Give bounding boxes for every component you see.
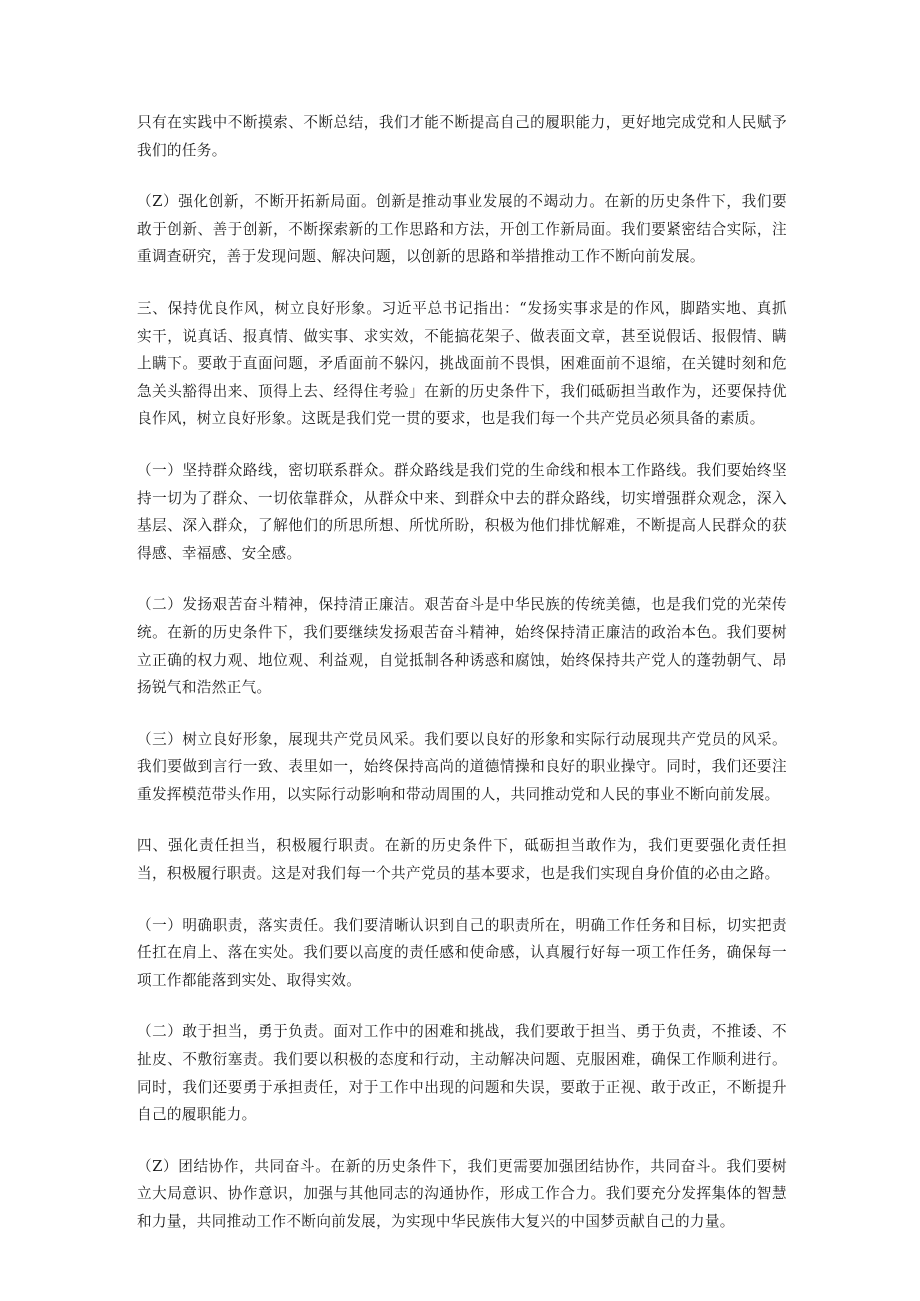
paragraph-7: 四、强化责任担当，积极履行职责。在新的历史条件下，砥砺担当敢作为，我们更要强化责任担当，积极履行职责。这是对我们每一个共产党员的基本要求，也是我们实现自身价值的必由之路。 [137,837,787,883]
paragraph-8: （一）明确职责，落实责任。我们要清晰认识到自己的职责所在，明确工作任务和目标，切实把责任扛在肩上、落在实处。我们要以高度的责任感和使命感，认真履行好每一项工作任务，确保每一项工作都能落到实处、取得实效。 [137,916,787,989]
paragraph-9: （二）敢于担当，勇于负责。面对工作中的困难和挑战，我们要敢于担当、勇于负责，不推诿、不扯皮、不敷衍塞责。我们要以积极的态度和行动，主动解决问题、克服困难，确保工作顺利进行。同时，我们还要勇于承担责任，对于工作中出现的问题和失误，要敢于正视、敢于改正，不断提升自己的履职能力。 [137,1023,787,1124]
paragraph-2: （Z）强化创新，不断开拓新局面。创新是推动事业发展的不竭动力。在新的历史条件下，我们要敢于创新、善于创新，不断探索新的工作思路和方法，开创工作新局面。我们要紧密结合实际，注重调查研究，善于发现问题、解决问题，以创新的思路和举措推动工作不断向前发展。 [137,193,787,266]
paragraph-4: （一）坚持群众路线，密切联系群众。群众路线是我们党的生命线和根本工作路线。我们要始终坚持一切为了群众、一切依靠群众，从群众中来、到群众中去的群众路线，切实增强群众观念，深入基层、深入群众，了解他们的所思所想、所忧所盼，积极为他们排忧解难，不断提高人民群众的获得感、幸福感、安全感。 [137,461,787,562]
paragraph-1: 只有在实践中不断摸索、不断总结，我们才能不断提高自己的履职能力，更好地完成党和人民赋予我们的任务。 [137,114,787,159]
paragraph-6: （三）树立良好形象，展现共产党员风采。我们要以良好的形象和实际行动展现共产党员的风采。我们要做到言行一致、表里如一，始终保持高尚的道德情操和良好的职业操守。同时，我们还要注重发挥模范带头作用，以实际行动影响和带动周围的人，共同推动党和人民的事业不断向前发展。 [137,730,787,803]
paragraph-10: （Z）团结协作，共同奋斗。在新的历史条件下，我们更需要加强团结协作，共同奋斗。我们要树立大局意识、协作意识，加强与其他同志的沟通协作，形成工作合力。我们要充分发挥集体的智慧和力量，共同推动工作不断向前发展，为实现中华民族伟大复兴的中国梦贡献自己的力量。 [137,1157,787,1230]
document-body [137,109,787,1236]
paragraph-5: （二）发扬艰苦奋斗精神，保持清正廉洁。艰苦奋斗是中华民族的传统美德，也是我们党的光荣传统。在新的历史条件下，我们要继续发扬艰苦奋斗精神，始终保持清正廉洁的政治本色。我们要树立正确的权力观、地位观、利益观，自觉抵制各种诱惑和腐蚀，始终保持共产党人的蓬勃朝气、昂扬锐气和浩然正气。 [137,596,787,697]
paragraph-3: 三、保持优良作风，树立良好形象。习近平总书记指出：“发扬实事求是的作风，脚踏实地、真抓实干，说真话、报真情、做实事、求实效，不能搞花架子、做表面文章，甚至说假话、报假情、瞒上瞒下。要敢于直面问题，矛盾面前不躲闪，挑战面前不畏惧，困难面前不退缩，在关键时刻和危急关头豁得出来、顶得上去、经得住考验」在新的历史条件下，我们砥砺担当敢作为，还要保持优良作风，树立良好形象。这既是我们党一贯的要求，也是我们每一个共产党员必须具备的素质。 [137,299,787,428]
